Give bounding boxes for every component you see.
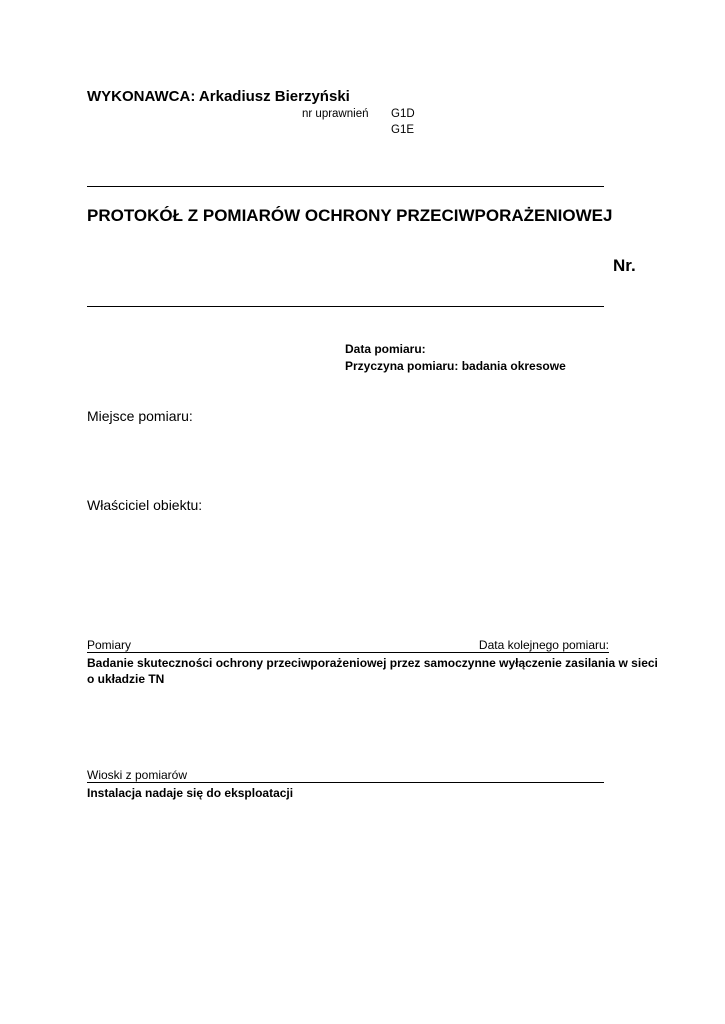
measurement-description-line-2: o układzie TN [87,672,165,686]
measurement-description [87,655,658,687]
document-title: PROTOKÓŁ Z POMIARÓW OCHRONY PRZECIWPORAŻENIOWEJ [87,206,613,225]
top-divider [87,186,604,187]
title-divider [87,306,604,307]
measurements-header-row [87,638,609,653]
conclusions-label: Wioski z pomiarów [87,768,188,782]
license-code-g1d: G1D [391,108,415,120]
next-measurement-date-label: Data kolejnego pomiaru: [478,638,609,652]
measurements-label: Pomiary [87,638,132,652]
protocol-number-label: Nr. [613,256,636,275]
license-label: nr uprawnień [302,108,369,120]
conclusions-result: Instalacja nadaje się do eksploatacji [87,786,294,800]
measurement-place-label: Miejsce pomiaru: [87,408,193,424]
measurement-date-label: Data pomiaru: [345,342,426,356]
object-owner-label: Właściciel obiektu: [87,497,203,513]
conclusions-header-row [87,768,604,783]
measurement-reason: Przyczyna pomiaru: badania okresowe [345,359,566,373]
license-code-g1e: G1E [391,124,415,136]
contractor-name: WYKONAWCA: Arkadiusz Bierzyński [87,88,350,105]
measurement-description-line-1: Badanie skuteczności ochrony przeciwporażeniowej przez samoczynne wyłączenie zasilania w sieci [87,656,658,670]
